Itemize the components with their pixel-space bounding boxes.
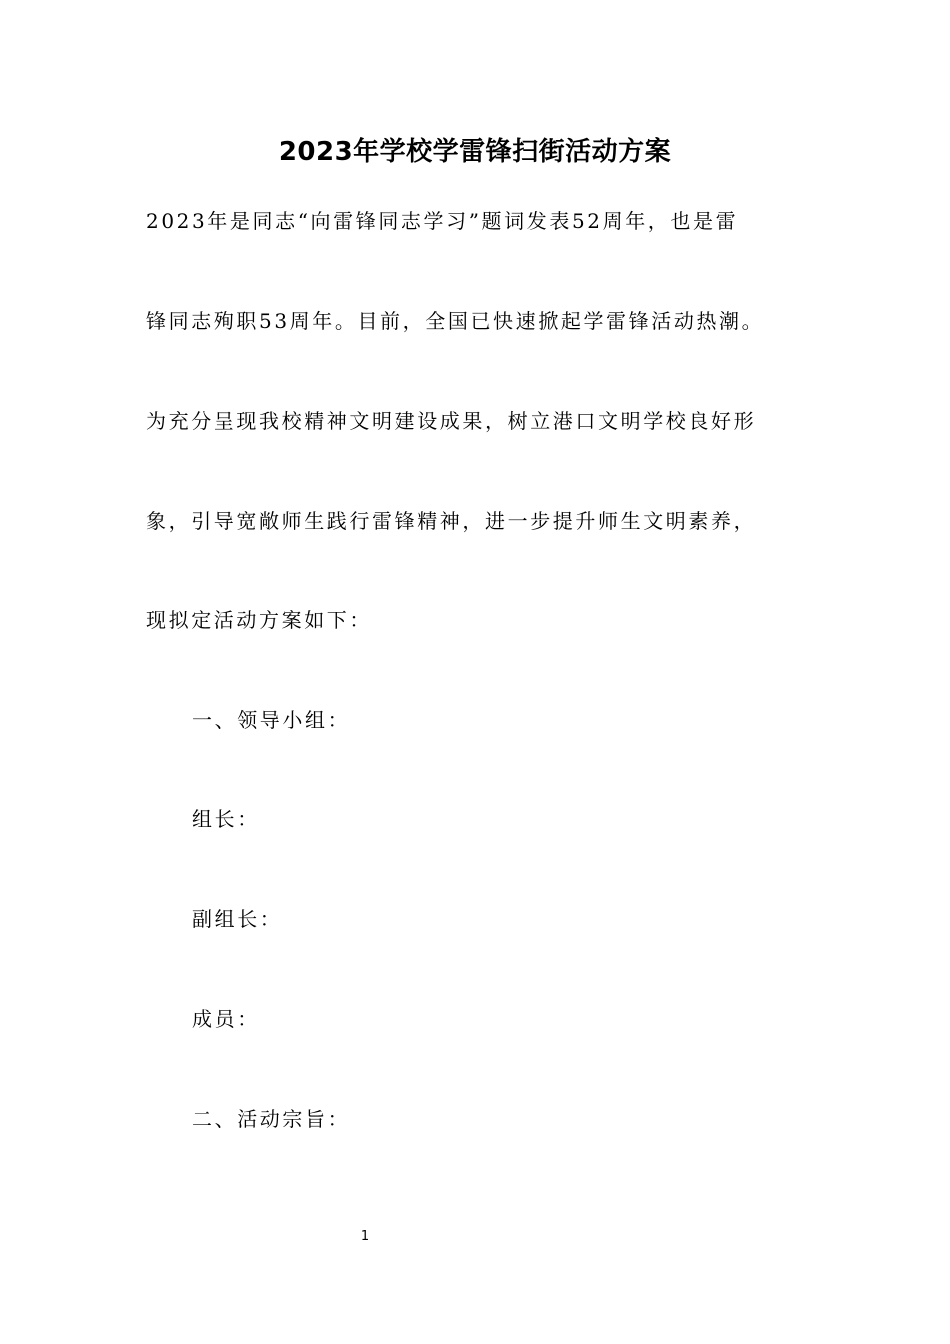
leader-label: 组长：	[192, 807, 260, 831]
intro-line-2: 锋同志殉职53周年。目前，全国已快速掀起学雷锋活动热潮。	[146, 309, 765, 333]
deputy-leader-label: 副组长：	[192, 907, 283, 931]
intro-line-5: 现拟定活动方案如下：	[146, 608, 372, 632]
intro-line-4: 象，引导宽敞师生践行雷锋精神，进一步提升师生文明素养，	[146, 509, 757, 533]
intro-line-3: 为充分呈现我校精神文明建设成果，树立港口文明学校良好形	[146, 409, 757, 433]
section-1-heading: 一、领导小组：	[192, 708, 351, 732]
page-number: 1	[360, 1229, 370, 1244]
intro-line-1: 2023年是同志“向雷锋同志学习”题词发表52周年，也是雷	[146, 209, 739, 233]
document-title: 2023年学校学雷锋扫街活动方案	[278, 137, 672, 167]
members-label: 成员：	[192, 1007, 260, 1031]
section-2-heading: 二、活动宗旨：	[192, 1107, 351, 1131]
